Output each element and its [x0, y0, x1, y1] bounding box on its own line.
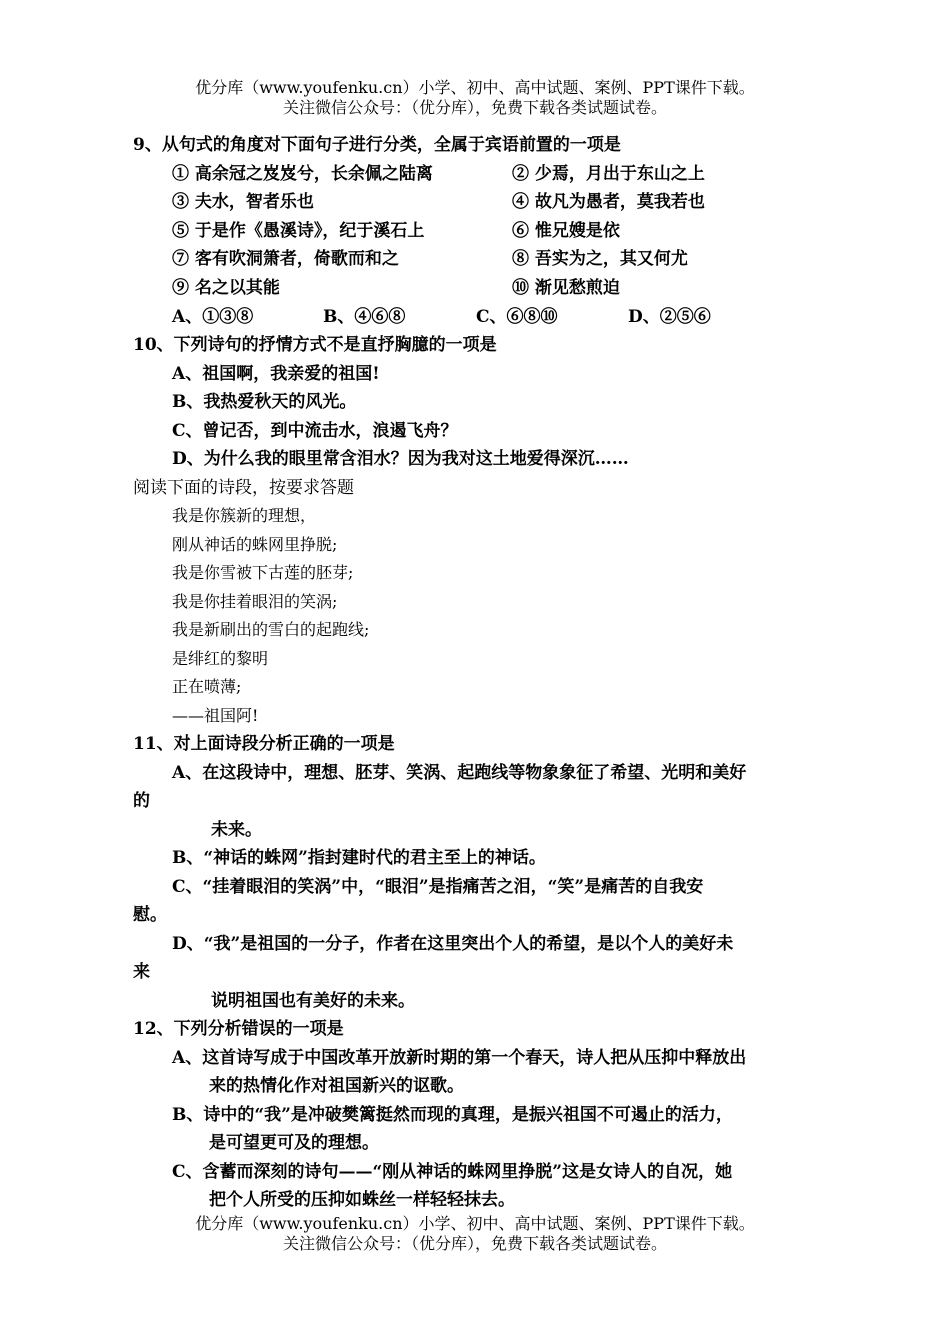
q11-option-b: B、“神话的蛛网”指封建时代的君主至上的神话。 — [172, 848, 546, 868]
q11-option-d-line3: 说明祖国也有美好的未来。 — [211, 991, 415, 1011]
q9-item-8: ⑧ 吾实为之，其又何尤 — [512, 249, 688, 269]
q12-option-c-line2: 把个人所受的压抑如蛛丝一样轻轻抹去。 — [209, 1190, 515, 1210]
q9-item-7: ⑦ 客有吹洞箫者，倚歌而和之 — [172, 249, 399, 269]
q9-item-10: ⑩ 渐见愁煎迫 — [512, 278, 620, 298]
q9-item-5: ⑤ 于是作《愚溪诗》，纪于溪石上 — [172, 221, 425, 241]
q11-option-a-line2: 的 — [133, 791, 150, 811]
poem-line-4: 我是你挂着眼泪的笑涡; — [172, 592, 338, 611]
q9-option-a: A、①③⑧ — [172, 307, 254, 327]
q10-stem: 10、下列诗句的抒情方式不是直抒胸臆的一项是 — [133, 335, 497, 355]
q11-option-a-line1: A、在这段诗中，理想、胚芽、笑涡、起跑线等物象象征了希望、光明和美好 — [172, 763, 747, 783]
header-line-2: 关注微信公众号：（优分库），免费下载各类试题试卷。 — [282, 98, 667, 117]
q10-option-d: D、为什么我的眼里常含泪水？因为我对这土地爱得深沉…… — [172, 449, 629, 469]
q10-option-a: A、祖国啊，我亲爱的祖国! — [172, 364, 380, 384]
reading-intro: 阅读下面的诗段，按要求答题 — [133, 478, 354, 498]
footer-line-1: 优分库（www.youfenku.cn）小学、初中、高中试题、案例、PPT课件下载。 — [195, 1214, 755, 1233]
footer-line-2: 关注微信公众号：（优分库），免费下载各类试题试卷。 — [282, 1234, 667, 1253]
poem-line-1: 我是你簇新的理想， — [172, 506, 317, 525]
header-line-1: 优分库（www.youfenku.cn）小学、初中、高中试题、案例、PPT课件下载。 — [195, 78, 755, 97]
q10-option-b: B、我热爱秋天的风光。 — [172, 392, 357, 412]
q10-option-c: C、曾记否，到中流击水，浪遏飞舟？ — [172, 421, 458, 441]
q12-option-b-line2: 是可望更可及的理想。 — [209, 1133, 379, 1153]
poem-line-5: 我是新刷出的雪白的起跑线; — [172, 620, 370, 639]
poem-line-8: ——祖国阿! — [172, 706, 259, 725]
q12-option-a-line2: 来的热情化作对祖国新兴的讴歌。 — [209, 1076, 464, 1096]
q12-option-a-line1: A、这首诗写成于中国改革开放新时期的第一个春天，诗人把从压抑中释放出 — [172, 1048, 747, 1068]
q11-option-a-line3: 未来。 — [211, 820, 262, 840]
q11-option-c-line2: 慰。 — [133, 905, 167, 925]
q9-item-1: ① 高余冠之岌岌兮，长余佩之陆离 — [172, 164, 433, 184]
poem-line-3: 我是你雪被下古莲的胚芽; — [172, 563, 354, 582]
q9-item-9: ⑨ 名之以其能 — [172, 278, 280, 298]
poem-line-7: 正在喷薄; — [172, 677, 242, 696]
q11-stem: 11、对上面诗段分析正确的一项是 — [133, 734, 395, 754]
poem-line-6: 是绯红的黎明 — [172, 649, 269, 668]
q12-option-b-line1: B、诗中的“我”是冲破樊篱挺然而现的真理，是振兴祖国不可遏止的活力， — [172, 1105, 733, 1125]
q11-option-c-line1: C、“挂着眼泪的笑涡”中，“眼泪”是指痛苦之泪，“笑”是痛苦的自我安 — [172, 877, 704, 897]
q9-stem: 9、从句式的角度对下面句子进行分类，全属于宾语前置的一项是 — [133, 135, 621, 155]
q9-item-6: ⑥ 惟兄嫂是依 — [512, 221, 620, 241]
q11-option-d-line2: 来 — [133, 962, 150, 982]
q9-item-2: ② 少焉，月出于东山之上 — [512, 164, 705, 184]
q9-item-4: ④ 故凡为愚者，莫我若也 — [512, 192, 705, 212]
q9-option-c: C、⑥⑧⑩ — [476, 307, 558, 327]
q11-option-d-line1: D、“我”是祖国的一分子，作者在这里突出个人的希望，是以个人的美好未 — [172, 934, 734, 954]
q9-item-3: ③ 夫水，智者乐也 — [172, 192, 314, 212]
q9-option-b: B、④⑥⑧ — [323, 307, 406, 327]
q12-option-c-line1: C、含蓄而深刻的诗句——“刚从神话的蛛网里挣脱”这是女诗人的自况，她 — [172, 1162, 733, 1182]
q9-option-d: D、②⑤⑥ — [628, 307, 711, 327]
poem-line-2: 刚从神话的蛛网里挣脱; — [172, 535, 338, 554]
q12-stem: 12、下列分析错误的一项是 — [133, 1019, 344, 1039]
